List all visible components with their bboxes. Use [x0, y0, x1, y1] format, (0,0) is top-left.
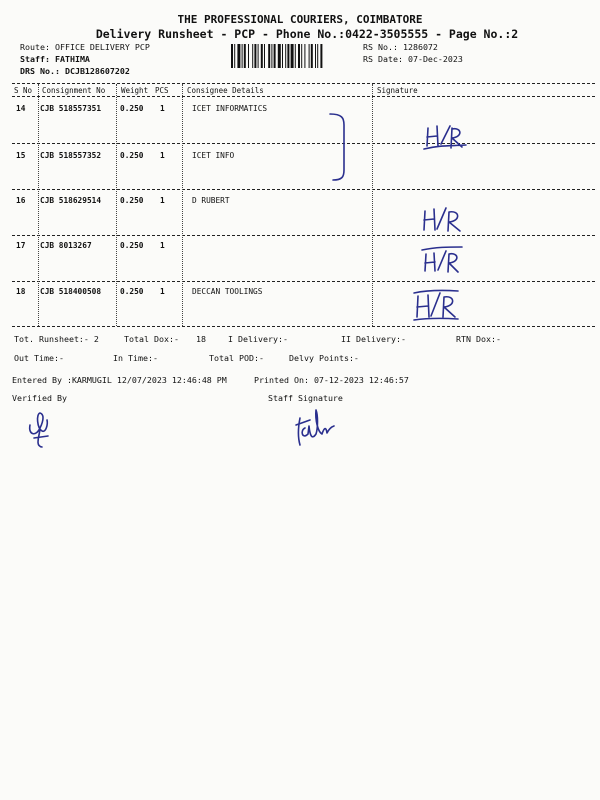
- rs-number: RS No.: 1286072: [363, 42, 438, 52]
- handwritten-hr-mark: [424, 208, 460, 231]
- cell-consignment: CJB 518557352: [40, 151, 102, 160]
- staff-label: Staff: FATHIMA: [20, 54, 90, 64]
- cell-pcs: 1: [160, 287, 165, 296]
- handwritten-hr-mark: [422, 247, 462, 272]
- entered-by: Entered By :KARMUGIL 12/07/2023 12:46:48 PM: [12, 375, 227, 385]
- ii-delivery: II Delivery:-: [341, 334, 406, 344]
- handwritten-hr-mark: [414, 290, 458, 320]
- total-pod: Total POD:-: [209, 353, 264, 363]
- cell-sno: 16: [16, 196, 26, 205]
- runsheet-subtitle: Delivery Runsheet - PCP - Phone No.:0422-3505555 - Page No.:2: [95, 27, 519, 41]
- cell-consignment: CJB 518629514: [40, 196, 102, 205]
- cell-consignee: DECCAN TOOLINGS: [192, 287, 263, 296]
- in-time: In Time:-: [113, 353, 158, 363]
- cell-pcs: 1: [160, 104, 165, 113]
- col-header-sno: S No: [14, 86, 33, 95]
- cell-sno: 18: [16, 287, 26, 296]
- col-header-consignee: Consignee Details: [187, 86, 264, 95]
- col-header-pcs: PCS: [155, 86, 169, 95]
- cell-consignee: ICET INFORMATICS: [192, 104, 268, 113]
- cell-pcs: 1: [160, 241, 165, 250]
- cell-sno: 14: [16, 104, 26, 113]
- cell-weight: 0.250: [120, 241, 144, 250]
- cell-sno: 17: [16, 241, 26, 250]
- cell-sno: 15: [16, 151, 26, 160]
- cell-consignment: CJB 8013267: [40, 241, 92, 250]
- drs-number: DRS No.: DCJB128607202: [20, 66, 130, 76]
- tot-runsheet: Tot. Runsheet:- 2: [14, 334, 99, 344]
- out-time: Out Time:-: [14, 353, 64, 363]
- cell-weight: 0.250: [120, 196, 144, 205]
- col-header-weight: Weight: [121, 86, 149, 95]
- cell-weight: 0.250: [120, 287, 144, 296]
- cell-weight: 0.250: [120, 104, 144, 113]
- route-label: Route: OFFICE DELIVERY PCP: [20, 42, 150, 52]
- total-dox-label: Total Dox:-: [124, 334, 179, 344]
- cell-weight: 0.250: [120, 151, 144, 160]
- staff-signature: [296, 410, 334, 445]
- verified-by-label: Verified By: [12, 393, 67, 403]
- cell-consignment: CJB 518557351: [40, 104, 102, 113]
- delvy-points: Delvy Points:-: [289, 353, 359, 363]
- cell-consignment: CJB 518400508: [40, 287, 102, 296]
- company-title: THE PROFESSIONAL COURIERS, COIMBATORE: [177, 13, 423, 26]
- verified-signature: [30, 413, 48, 447]
- bracket-mark: [330, 114, 344, 180]
- total-dox-value: 18: [196, 334, 206, 344]
- cell-consignee: D RUBERT: [192, 196, 230, 205]
- col-header-signature: Signature: [377, 86, 418, 95]
- rs-date: RS Date: 07-Dec-2023: [363, 54, 463, 64]
- col-header-consignment: Consignment No: [42, 86, 106, 95]
- printed-on: Printed On: 07-12-2023 12:46:57: [254, 375, 409, 385]
- cell-consignee: ICET INFO: [192, 151, 235, 160]
- staff-signature-label: Staff Signature: [268, 393, 343, 403]
- handwritten-hr-mark: [424, 126, 466, 149]
- i-delivery: I Delivery:-: [228, 334, 288, 344]
- cell-pcs: 1: [160, 196, 165, 205]
- rtn-dox: RTN Dox:-: [456, 334, 501, 344]
- cell-pcs: 1: [160, 151, 165, 160]
